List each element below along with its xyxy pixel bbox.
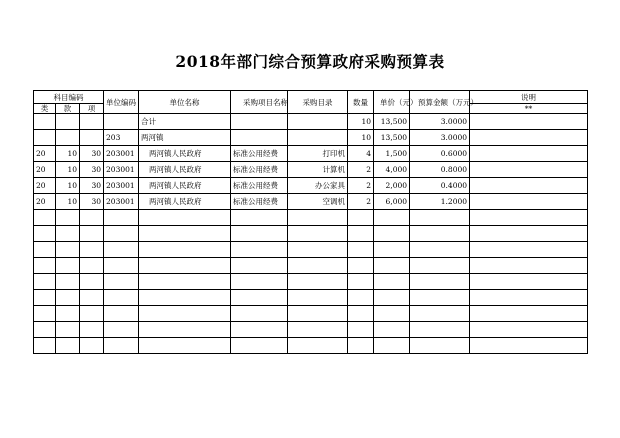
page-title: 2018年部门综合预算政府采购预算表 <box>175 52 445 71</box>
empty-table-row <box>34 258 588 274</box>
cell-unit-name: 两河镇人民政府 <box>139 194 231 210</box>
empty-cell <box>288 290 348 306</box>
empty-cell <box>410 226 470 242</box>
empty-cell <box>470 274 588 290</box>
cell-unit-price: 1,500 <box>374 146 410 162</box>
empty-cell <box>231 338 288 354</box>
empty-cell <box>231 242 288 258</box>
cell-note <box>470 194 588 210</box>
empty-cell <box>34 322 56 338</box>
empty-cell <box>104 242 139 258</box>
empty-cell <box>348 226 374 242</box>
empty-cell <box>56 210 80 226</box>
empty-cell <box>104 338 139 354</box>
empty-cell <box>374 258 410 274</box>
cell-unit-price: 2,000 <box>374 178 410 194</box>
header-project-name: 采购项目名称 <box>231 91 288 114</box>
empty-cell <box>139 242 231 258</box>
empty-cell <box>348 210 374 226</box>
empty-cell <box>374 210 410 226</box>
empty-cell <box>104 210 139 226</box>
empty-cell <box>80 210 104 226</box>
cell-catalog: 计算机 <box>288 162 348 178</box>
cell-kuan: 10 <box>56 162 80 178</box>
empty-cell <box>470 210 588 226</box>
empty-cell <box>80 290 104 306</box>
cell-project-name: 标准公用经费 <box>231 162 288 178</box>
empty-cell <box>139 306 231 322</box>
cell-unit-code: 203001 <box>104 178 139 194</box>
empty-cell <box>374 306 410 322</box>
header-unit-name: 单位名称 <box>139 91 231 114</box>
empty-cell <box>410 210 470 226</box>
cell-quantity: 10 <box>348 114 374 130</box>
cell-kuan <box>56 114 80 130</box>
header-lei: 类 <box>34 104 56 114</box>
cell-quantity: 4 <box>348 146 374 162</box>
cell-lei: 20 <box>34 178 56 194</box>
empty-cell <box>470 290 588 306</box>
header-note-sub: ** <box>470 104 588 114</box>
empty-cell <box>56 322 80 338</box>
empty-cell <box>288 226 348 242</box>
empty-table-row <box>34 242 588 258</box>
empty-cell <box>374 338 410 354</box>
empty-cell <box>139 290 231 306</box>
cell-xiang <box>80 114 104 130</box>
cell-unit-name: 两河镇人民政府 <box>139 146 231 162</box>
empty-cell <box>80 338 104 354</box>
empty-cell <box>80 322 104 338</box>
empty-cell <box>288 242 348 258</box>
empty-cell <box>104 290 139 306</box>
cell-quantity: 2 <box>348 194 374 210</box>
empty-cell <box>104 306 139 322</box>
empty-cell <box>410 242 470 258</box>
cell-note <box>470 178 588 194</box>
empty-cell <box>288 338 348 354</box>
cell-unit-price: 13,500 <box>374 130 410 146</box>
cell-lei <box>34 114 56 130</box>
cell-unit-code: 203 <box>104 130 139 146</box>
cell-unit-code: 203001 <box>104 162 139 178</box>
cell-catalog <box>288 130 348 146</box>
cell-lei: 20 <box>34 146 56 162</box>
cell-unit-name: 两河镇人民政府 <box>139 178 231 194</box>
empty-cell <box>410 258 470 274</box>
empty-cell <box>348 258 374 274</box>
empty-cell <box>374 290 410 306</box>
empty-cell <box>348 306 374 322</box>
header-kuan: 款 <box>56 104 80 114</box>
cell-project-name: 标准公用经费 <box>231 178 288 194</box>
empty-cell <box>348 274 374 290</box>
empty-cell <box>139 210 231 226</box>
empty-cell <box>104 322 139 338</box>
cell-budget: 3.0000 <box>410 114 470 130</box>
empty-cell <box>231 322 288 338</box>
cell-catalog <box>288 114 348 130</box>
empty-cell <box>56 258 80 274</box>
cell-kuan: 10 <box>56 178 80 194</box>
empty-cell <box>470 242 588 258</box>
empty-cell <box>288 258 348 274</box>
empty-cell <box>348 338 374 354</box>
empty-cell <box>80 274 104 290</box>
cell-budget: 0.4000 <box>410 178 470 194</box>
empty-cell <box>288 306 348 322</box>
empty-cell <box>470 306 588 322</box>
empty-cell <box>56 242 80 258</box>
cell-lei: 20 <box>34 162 56 178</box>
table-row <box>34 194 588 210</box>
cell-catalog: 办公家具 <box>288 178 348 194</box>
empty-cell <box>231 210 288 226</box>
empty-cell <box>34 290 56 306</box>
header-subject-code: 科目编码 <box>34 91 104 104</box>
header-xiang: 项 <box>80 104 104 114</box>
empty-cell <box>470 226 588 242</box>
cell-xiang: 30 <box>80 146 104 162</box>
empty-cell <box>34 338 56 354</box>
cell-budget: 3.0000 <box>410 130 470 146</box>
cell-unit-code: 203001 <box>104 146 139 162</box>
cell-lei: 20 <box>34 194 56 210</box>
cell-budget: 0.8000 <box>410 162 470 178</box>
empty-table-row <box>34 306 588 322</box>
empty-cell <box>34 274 56 290</box>
cell-unit-name: 两河镇 <box>139 130 231 146</box>
empty-cell <box>56 274 80 290</box>
empty-cell <box>139 338 231 354</box>
empty-cell <box>34 306 56 322</box>
empty-cell <box>410 338 470 354</box>
empty-cell <box>374 274 410 290</box>
cell-project-name <box>231 130 288 146</box>
cell-catalog: 打印机 <box>288 146 348 162</box>
procurement-budget-table <box>33 90 588 354</box>
cell-quantity: 2 <box>348 178 374 194</box>
empty-cell <box>288 274 348 290</box>
cell-project-name: 标准公用经费 <box>231 146 288 162</box>
empty-cell <box>139 322 231 338</box>
cell-kuan: 10 <box>56 194 80 210</box>
empty-cell <box>80 226 104 242</box>
cell-unit-price: 6,000 <box>374 194 410 210</box>
cell-kuan <box>56 130 80 146</box>
empty-cell <box>410 290 470 306</box>
table-row <box>34 178 588 194</box>
empty-cell <box>231 274 288 290</box>
empty-cell <box>139 226 231 242</box>
table-row <box>34 130 588 146</box>
empty-table-row <box>34 210 588 226</box>
header-note: 说明 <box>470 91 588 104</box>
cell-project-name: 标准公用经费 <box>231 194 288 210</box>
empty-cell <box>348 242 374 258</box>
empty-cell <box>80 306 104 322</box>
cell-project-name <box>231 114 288 130</box>
empty-cell <box>410 306 470 322</box>
cell-catalog: 空调机 <box>288 194 348 210</box>
cell-unit-code: 203001 <box>104 194 139 210</box>
cell-unit-price: 4,000 <box>374 162 410 178</box>
empty-table-row <box>34 290 588 306</box>
empty-table-row <box>34 226 588 242</box>
empty-cell <box>139 274 231 290</box>
empty-cell <box>34 210 56 226</box>
empty-cell <box>374 242 410 258</box>
cell-budget: 1.2000 <box>410 194 470 210</box>
empty-cell <box>374 226 410 242</box>
header-catalog: 采购目录 <box>288 91 348 114</box>
empty-cell <box>56 226 80 242</box>
cell-xiang: 30 <box>80 178 104 194</box>
empty-table-row <box>34 322 588 338</box>
empty-cell <box>470 258 588 274</box>
empty-cell <box>410 322 470 338</box>
cell-note <box>470 162 588 178</box>
empty-cell <box>56 306 80 322</box>
cell-unit-price: 13,500 <box>374 114 410 130</box>
cell-unit-name: 合计 <box>139 114 231 130</box>
empty-cell <box>231 258 288 274</box>
empty-cell <box>288 210 348 226</box>
empty-cell <box>80 242 104 258</box>
header-unit-price: 单价（元） <box>374 91 410 114</box>
cell-kuan: 10 <box>56 146 80 162</box>
empty-cell <box>374 322 410 338</box>
empty-table-row <box>34 338 588 354</box>
empty-cell <box>104 274 139 290</box>
header-quantity: 数量 <box>348 91 374 114</box>
empty-cell <box>231 290 288 306</box>
cell-lei <box>34 130 56 146</box>
cell-xiang: 30 <box>80 194 104 210</box>
cell-xiang <box>80 130 104 146</box>
empty-cell <box>348 322 374 338</box>
cell-unit-code <box>104 114 139 130</box>
cell-note <box>470 130 588 146</box>
empty-cell <box>80 258 104 274</box>
cell-note <box>470 114 588 130</box>
empty-cell <box>104 226 139 242</box>
cell-quantity: 10 <box>348 130 374 146</box>
empty-cell <box>34 258 56 274</box>
empty-cell <box>231 306 288 322</box>
empty-table-row <box>34 274 588 290</box>
empty-cell <box>139 258 231 274</box>
header-budget: 预算金额（万元） <box>410 91 470 114</box>
cell-unit-name: 两河镇人民政府 <box>139 162 231 178</box>
empty-cell <box>104 258 139 274</box>
empty-cell <box>348 290 374 306</box>
table-row <box>34 162 588 178</box>
header-row <box>34 91 588 104</box>
empty-cell <box>470 338 588 354</box>
table-row <box>34 114 588 130</box>
cell-note <box>470 146 588 162</box>
empty-cell <box>470 322 588 338</box>
empty-cell <box>56 338 80 354</box>
empty-cell <box>288 322 348 338</box>
empty-cell <box>231 226 288 242</box>
empty-cell <box>34 226 56 242</box>
header-unit-code: 单位编码 <box>104 91 139 114</box>
empty-cell <box>410 274 470 290</box>
cell-budget: 0.6000 <box>410 146 470 162</box>
cell-quantity: 2 <box>348 162 374 178</box>
cell-xiang: 30 <box>80 162 104 178</box>
empty-cell <box>34 242 56 258</box>
table-row <box>34 146 588 162</box>
empty-cell <box>56 290 80 306</box>
